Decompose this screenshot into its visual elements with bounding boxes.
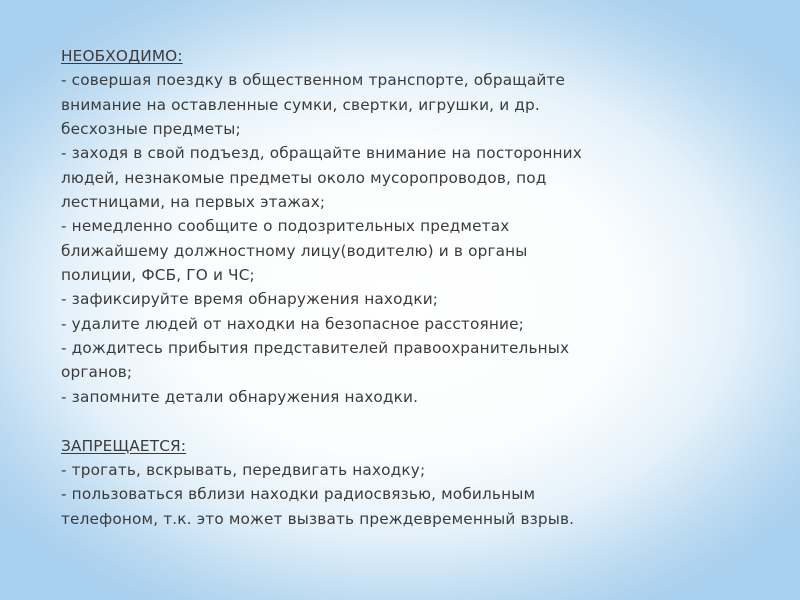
required-heading: НЕОБХОДИМО:: [61, 47, 183, 65]
required-line: - немедленно сообщите о подозрительных предметах: [61, 217, 510, 236]
forbidden-line: телефоном, т.к. это может вызвать преждевременный взрыв.: [61, 509, 575, 528]
required-line: ближайшему должностному лицу(водителю) и в органы: [61, 241, 528, 260]
forbidden-line: - пользоваться вблизи находки радиосвязью, мобильным: [61, 485, 536, 504]
required-line: внимание на оставленные сумки, свертки, игрушки, и др.: [61, 95, 540, 114]
required-line: - удалите людей от находки на безопасное расстояние;: [61, 314, 524, 333]
section-spacer: [61, 409, 781, 433]
required-line: - дождитесь прибытия представителей правоохранительных: [61, 339, 570, 358]
required-line: - совершая поездку в общественном транспорте, обращайте: [61, 71, 566, 90]
required-line: полиции, ФСБ, ГО и ЧС;: [61, 266, 255, 285]
required-line: лестницами, на первых этажах;: [61, 193, 326, 212]
required-line: - запомните детали обнаружения находки.: [61, 387, 419, 406]
forbidden-line: - трогать, вскрывать, передвигать находку;: [61, 460, 426, 479]
required-line: - зафиксируйте время обнаружения находки;: [61, 290, 439, 309]
required-line: людей, незнакомые предметы около мусоропроводов, под: [61, 168, 547, 187]
required-line: органов;: [61, 363, 133, 382]
required-line: - заходя в свой подъезд, обращайте внимание на посторонних: [61, 144, 582, 163]
required-line: бесхозные предметы;: [61, 120, 241, 139]
slide-text: [61, 44, 781, 531]
forbidden-heading: ЗАПРЕЩАЕТСЯ:: [61, 436, 187, 455]
